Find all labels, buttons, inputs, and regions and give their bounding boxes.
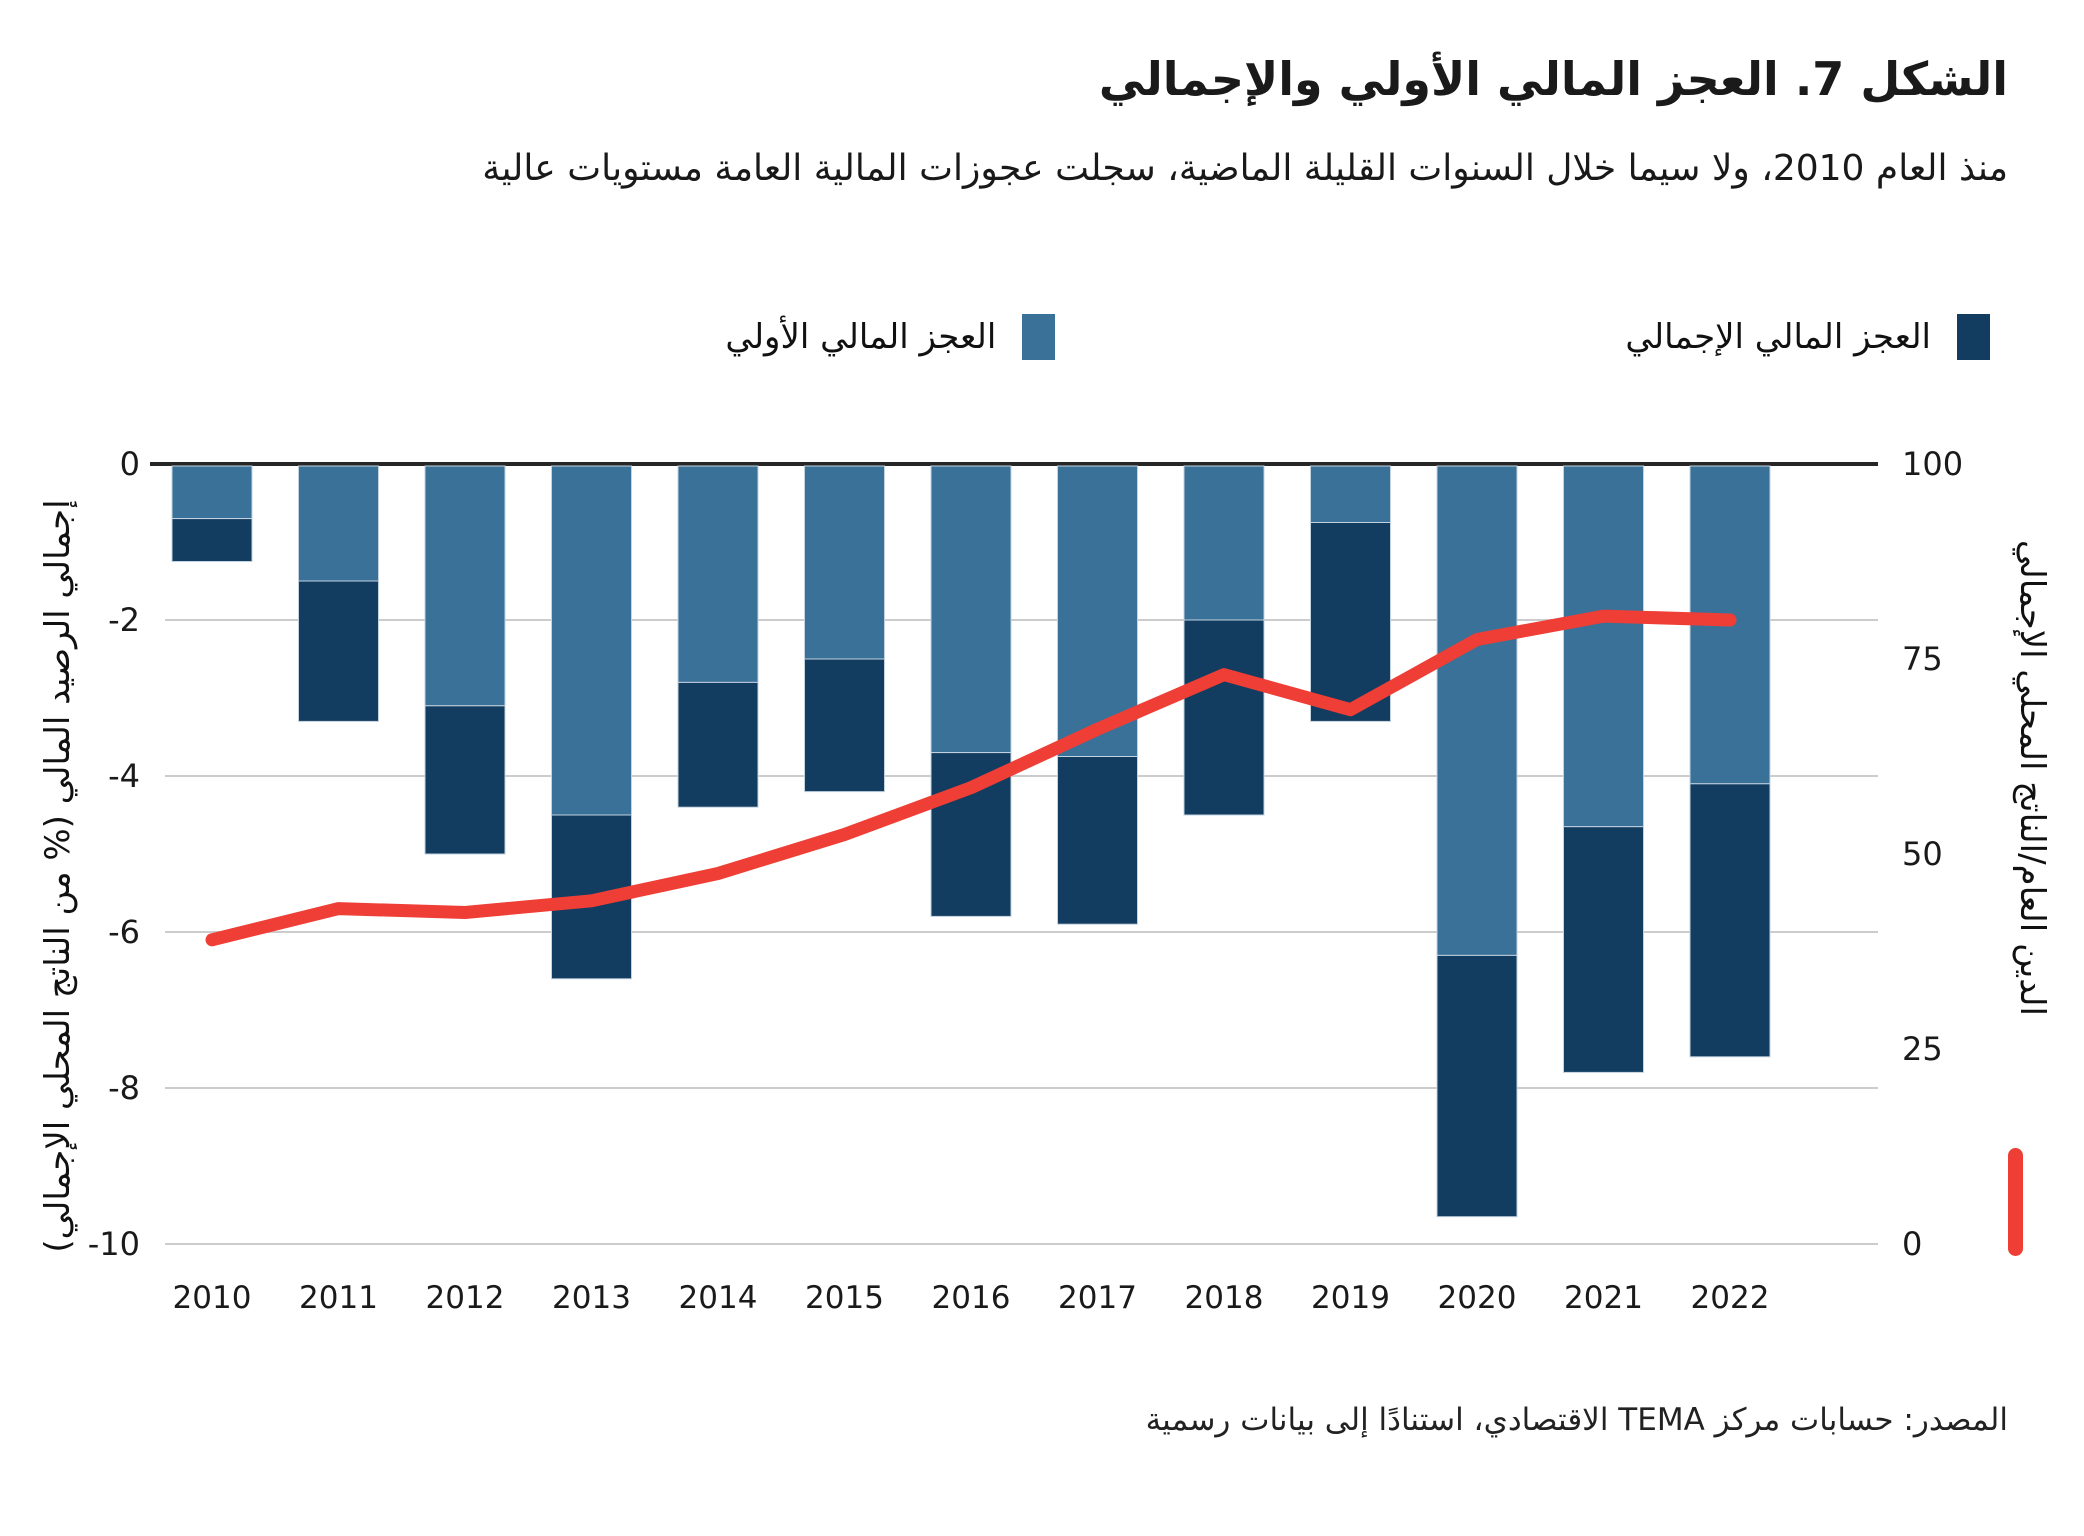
primary-deficit-bar (931, 466, 1011, 753)
x-axis-year-label: 2016 (931, 1280, 1011, 1316)
primary-deficit-bar (1437, 466, 1517, 955)
page-subtitle: منذ العام 2010، ولا سيما خلال السنوات القليلة الماضية، سجلت عجوزات المالية العامة مستويات عالية (482, 148, 2008, 189)
x-axis-year-label: 2014 (678, 1280, 758, 1316)
source-note: المصدر: حسابات مركز TEMA الاقتصادي، استنادًا إلى بيانات رسمية (1145, 1402, 2008, 1438)
primary-deficit-bar (425, 466, 505, 706)
overall-deficit-bar (1184, 620, 1264, 815)
x-axis-year-label: 2013 (552, 1280, 631, 1316)
primary-deficit-bar (1564, 466, 1644, 827)
left-axis-tick-label: -8 (108, 1069, 140, 1107)
overall-deficit-bar (299, 581, 379, 721)
right-axis-tick-label: 75 (1902, 640, 1943, 678)
primary-deficit-bar (552, 466, 632, 815)
right-axis-tick-label: 0 (1902, 1225, 1923, 1263)
left-axis-title: إجمالي الرصيد المالي (% من الناتج المحلي الإجمالي) (38, 499, 78, 1253)
left-axis-tick-label: -2 (108, 601, 140, 639)
x-axis-year-label: 2020 (1437, 1280, 1517, 1316)
left-axis-tick-label: 0 (119, 445, 140, 483)
primary-deficit-bar (1311, 466, 1391, 523)
primary-deficit-bar (1184, 466, 1264, 620)
left-axis-tick-label: -4 (108, 757, 140, 795)
x-axis-year-label: 2010 (172, 1280, 252, 1316)
primary-deficit-bar (678, 466, 758, 682)
overall-deficit-bar (1564, 827, 1644, 1073)
primary-deficit-bar (805, 466, 885, 659)
x-axis-year-label: 2022 (1690, 1280, 1770, 1316)
x-axis-year-label: 2015 (805, 1280, 884, 1316)
left-axis-tick-label: -10 (87, 1225, 140, 1263)
x-axis-year-label: 2018 (1184, 1280, 1264, 1316)
overall-deficit-bar (678, 682, 758, 807)
left-axis-tick-label: -6 (108, 913, 140, 951)
x-axis-year-label: 2011 (299, 1280, 378, 1316)
legend-label-overall: العجز المالي الإجمالي (1625, 317, 1931, 357)
primary-deficit-bar (299, 466, 379, 581)
overall-deficit-bar (172, 519, 252, 562)
page-title: الشكل 7. العجز المالي الأولي والإجمالي (1098, 52, 2008, 106)
x-axis-year-label: 2019 (1311, 1280, 1390, 1316)
right-axis-tick-label: 100 (1902, 445, 1964, 483)
right-axis-title: الدين العام/الناتج المحلي الإجمالي (2012, 540, 2052, 1016)
legend-label-primary: العجز المالي الأولي (725, 317, 997, 357)
x-axis-year-label: 2017 (1058, 1280, 1137, 1316)
overall-deficit-bar (1690, 784, 1770, 1057)
primary-deficit-bar (172, 466, 252, 519)
overall-deficit-bar (805, 659, 885, 792)
x-axis-year-label: 2012 (425, 1280, 505, 1316)
right-axis-tick-label: 25 (1902, 1030, 1943, 1068)
overall-deficit-bar (1058, 757, 1138, 925)
overall-deficit-bar (1437, 955, 1517, 1216)
overall-deficit-bar (425, 706, 505, 854)
x-axis-year-label: 2021 (1564, 1280, 1643, 1316)
right-axis-tick-label: 50 (1902, 835, 1943, 873)
